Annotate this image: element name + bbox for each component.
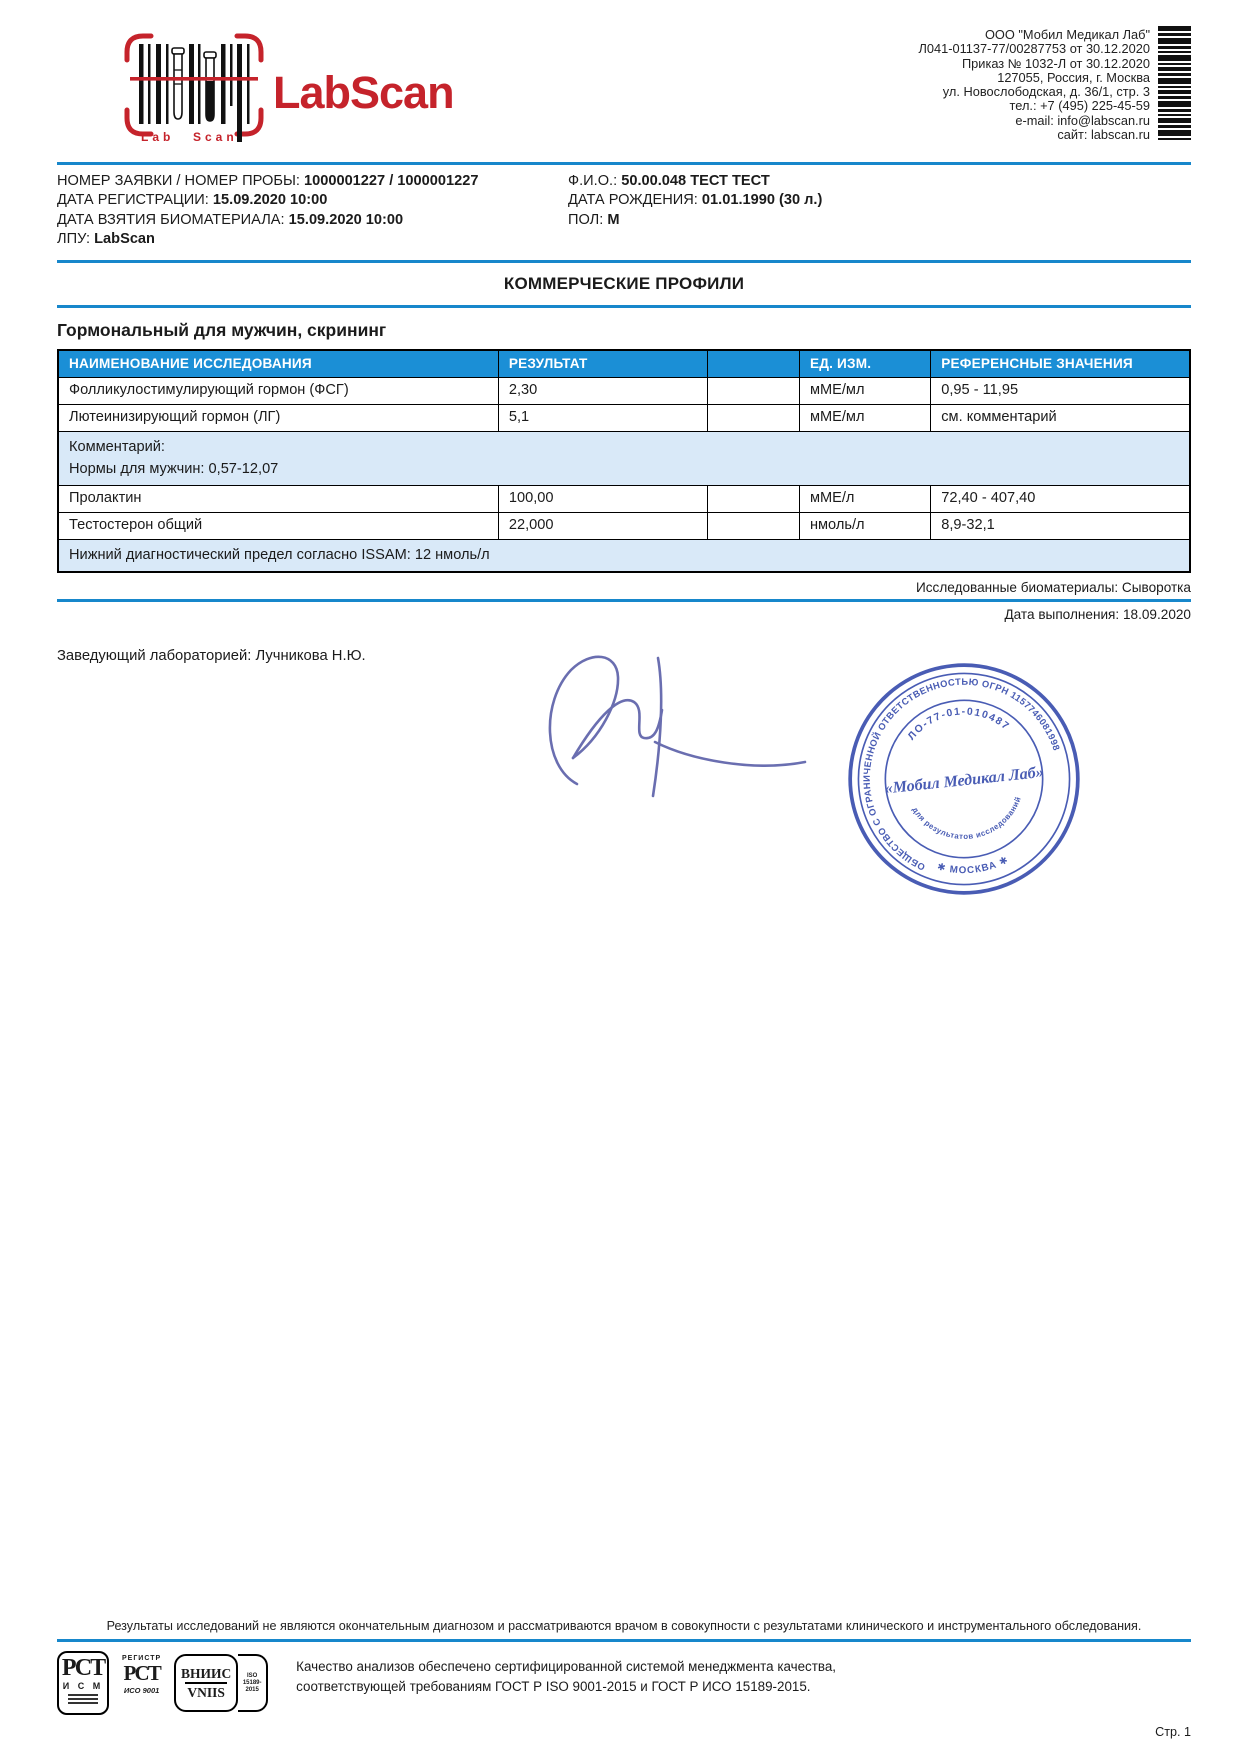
separator-line <box>57 260 1191 263</box>
header-right <box>919 26 1192 142</box>
patient-info-line: ДАТА РОЖДЕНИЯ: 01.01.1990 (30 л.) <box>568 192 823 209</box>
profile-title: Гормональный для мужчин, скрининг <box>57 319 387 340</box>
results-table-body <box>58 377 1190 572</box>
cell-flag <box>708 485 800 512</box>
result-row <box>58 377 1190 404</box>
patient-info-right <box>568 172 1191 250</box>
vniis-ru-text: ВНИИС <box>181 1666 232 1682</box>
company-info-line: ул. Новослободская, д. 36/1, стр. 3 <box>942 84 1150 100</box>
stamp-purpose-text: для результатов исследований <box>910 794 1023 841</box>
iso15189-text: ISO <box>247 1672 258 1679</box>
patient-info-line: ДАТА РЕГИСТРАЦИИ: 15.09.2020 10:00 <box>57 192 328 209</box>
vniis-en-text: VNIIS <box>187 1684 225 1700</box>
comment-cell: Нижний диагностический предел согласно ISSAM: 12 нмоль/л <box>58 539 1190 572</box>
cell-reference: 8,9-32,1 <box>931 512 1190 539</box>
page-number: Стр. 1 <box>1155 1725 1191 1739</box>
quality-line-2: соответствующей требованиям ГОСТ Р ISO 9001-2015 и ГОСТ Р ИСО 15189-2015. <box>296 1678 811 1694</box>
comment-row <box>58 431 1190 485</box>
company-info-line: Л041-01137-77/00287753 от 30.12.2020 <box>918 41 1150 57</box>
vniis-cert-icon <box>174 1651 268 1712</box>
cell-flag <box>708 377 800 404</box>
comment-cell: Комментарий: Нормы для мужчин: 0,57-12,07 <box>58 431 1190 485</box>
result-row <box>58 485 1190 512</box>
column-header <box>708 350 800 378</box>
brand-wordmark: LabScan <box>273 67 454 118</box>
column-header: ЕД. ИЗМ. <box>799 350 930 378</box>
labscan-logo <box>119 26 454 146</box>
cell-unit: нмоль/л <box>799 512 930 539</box>
cell-result: 100,00 <box>498 485 707 512</box>
iso15189-tab <box>238 1654 268 1712</box>
sign-off-area <box>57 648 1191 993</box>
patient-info-line: ДАТА ВЗЯТИЯ БИОМАТЕРИАЛА: 15.09.2020 10:00 <box>57 211 404 228</box>
cell-flag <box>708 404 800 431</box>
rst-iso9001-cert-icon <box>122 1651 161 1695</box>
patient-info-line: НОМЕР ЗАЯВКИ / НОМЕР ПРОБЫ: 1000001227 / 1000001227 <box>57 173 479 189</box>
cell-reference: 0,95 - 11,95 <box>931 377 1190 404</box>
logo-barcode-bars <box>139 44 250 142</box>
results-table <box>57 349 1191 573</box>
stamp-city-text: ✱ МОСКВА ✱ <box>935 854 1011 876</box>
rst-glyph-text: РСТ <box>61 1655 105 1681</box>
quality-line-1: Качество анализов обеспечено сертифицированной системой менеджмента качества, <box>296 1659 837 1674</box>
company-stamp <box>845 660 1083 898</box>
test-tube-outline-icon <box>172 48 184 119</box>
cell-result: 22,000 <box>498 512 707 539</box>
separator-line <box>57 599 1191 602</box>
stamp-center-text: «Мобил Медикал Лаб» <box>883 763 1045 798</box>
logo-caption-lab: Lab <box>141 130 175 144</box>
cell-reference: см. комментарий <box>931 404 1190 431</box>
company-info-line: тел.: +7 (495) 225-45-59 <box>1009 98 1150 114</box>
report-footer <box>57 1619 1191 1739</box>
cell-name: Лютеинизирующий гормон (ЛГ) <box>58 404 498 431</box>
column-header: РЕФЕРЕНСНЫЕ ЗНАЧЕНИЯ <box>931 350 1190 378</box>
test-tube-filled-icon <box>204 52 216 121</box>
separator-line <box>57 1639 1191 1642</box>
registr-text: РЕГИСТР <box>122 1655 162 1662</box>
cell-name: Тестостерон общий <box>58 512 498 539</box>
separator-line <box>57 162 1191 165</box>
scan-line <box>130 77 258 81</box>
company-info <box>919 26 1151 142</box>
section-title: КОММЕРЧЕСКИЕ ПРОФИЛИ <box>503 273 745 293</box>
stamp-license-text: ЛО-77-01-010487 <box>906 706 1012 743</box>
vniis-divider <box>185 1682 227 1684</box>
company-info-line: e-mail: info@labscan.ru <box>1015 112 1150 128</box>
footer-quality-row <box>57 1651 1191 1715</box>
quality-statement <box>296 1651 836 1696</box>
patient-info-left <box>57 172 568 250</box>
vniis-box <box>174 1654 238 1712</box>
disclaimer-text: Результаты исследований не являются окончательным диагнозом и рассматриваются врачом в совокупности с результатами клинического и инструментального обследования. <box>106 1619 1142 1633</box>
iso15189-text: 15189-2015 <box>242 1679 262 1693</box>
cell-flag <box>708 512 800 539</box>
execution-date-line: Дата выполнения: 18.09.2020 <box>1004 606 1191 622</box>
cell-unit: мМЕ/мл <box>799 404 930 431</box>
cell-result: 2,30 <box>498 377 707 404</box>
iso9001-text: ИСО 9001 <box>123 1686 160 1695</box>
company-info-line: Приказ № 1032-Л от 30.12.2020 <box>961 55 1150 71</box>
cell-result: 5,1 <box>498 404 707 431</box>
cell-unit: мМЕ/мл <box>799 377 930 404</box>
cell-reference: 72,40 - 407,40 <box>931 485 1190 512</box>
column-header: РЕЗУЛЬТАТ <box>498 350 707 378</box>
separator-line <box>57 305 1191 308</box>
svg-text:для результатов исследований <box>910 794 1027 846</box>
logo-caption-scan: Scan <box>193 130 238 144</box>
company-info-line: сайт: labscan.ru <box>1057 127 1150 143</box>
cert-fine-print <box>68 1694 98 1706</box>
stamp-ring-text: ОБЩЕСТВО С ОГРАНИЧЕННОЙ ОТВЕТСТВЕННОСТЬЮ ОГРН 1157746081998 <box>861 676 1062 872</box>
barcode <box>1158 26 1191 140</box>
column-header: НАИМЕНОВАНИЕ ИССЛЕДОВАНИЯ <box>58 350 498 378</box>
patient-info-line: ПОЛ: М <box>568 211 620 228</box>
labscan-logo-icon <box>119 26 271 146</box>
cell-name: Пролактин <box>58 485 498 512</box>
company-info-line: ООО "Мобил Медикал Лаб" <box>984 27 1150 42</box>
patient-info <box>57 172 1191 250</box>
result-row <box>58 404 1190 431</box>
cell-unit: мМЕ/л <box>799 485 930 512</box>
head-of-lab-line: Заведующий лабораторией: Лучникова Н.Ю. <box>57 647 366 664</box>
patient-info-line: ЛПУ: LabScan <box>57 231 155 248</box>
ism-text: И С М <box>62 1681 104 1691</box>
cell-name: Фолликулостимулирующий гормон (ФСГ) <box>58 377 498 404</box>
patient-info-line: Ф.И.О.: 50.00.048 ТЕСТ ТЕСТ <box>568 173 770 189</box>
comment-row <box>58 539 1190 572</box>
results-table-header-row <box>58 350 1190 378</box>
rst-ism-cert-icon <box>57 1651 109 1715</box>
signature-icon <box>505 644 855 804</box>
report-header <box>57 26 1191 148</box>
biomaterials-line: Исследованные биоматериалы: Сыворотка <box>915 579 1191 595</box>
company-info-line: 127055, Россия, г. Москва <box>997 69 1150 85</box>
result-row <box>58 512 1190 539</box>
rst-glyph-text: РСТ <box>123 1661 160 1685</box>
certification-marks <box>57 1651 268 1715</box>
